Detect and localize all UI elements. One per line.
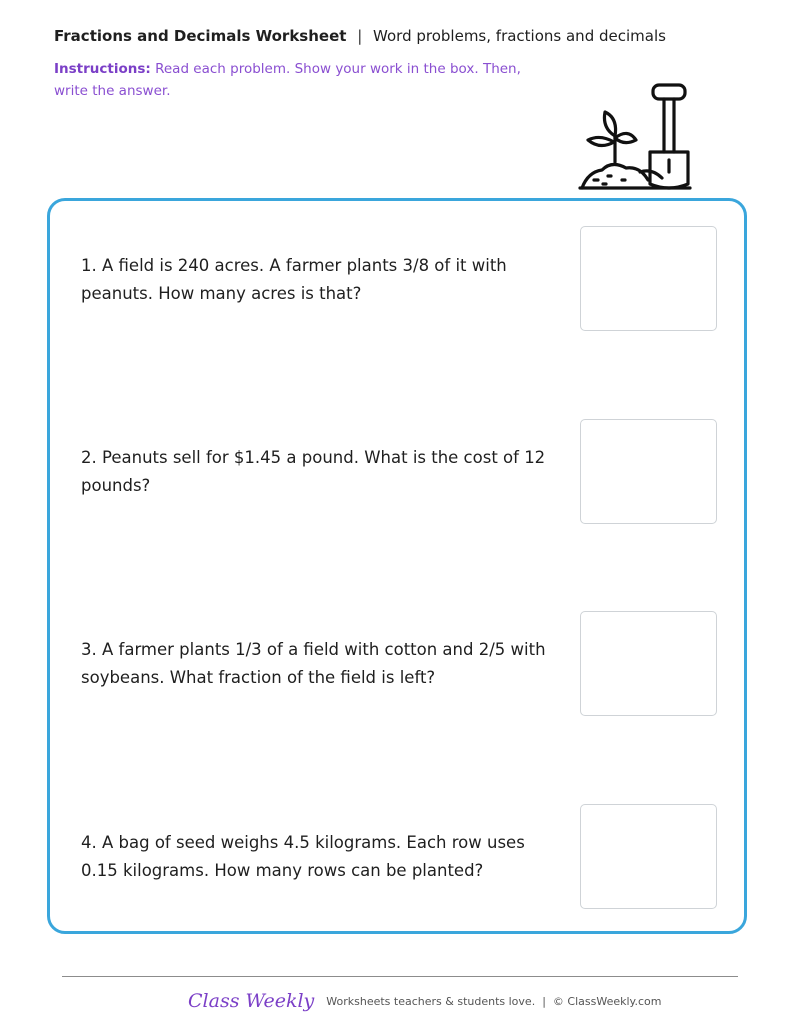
worksheet-title: Fractions and Decimals Worksheet (54, 27, 347, 45)
worksheet-subtitle: Word problems, fractions and decimals (373, 27, 666, 45)
worksheet-header (54, 27, 666, 45)
instructions-text: Read each problem. Show your work in the box. Then, write the answer. (54, 61, 521, 99)
problem-4: 4. A bag of seed weighs 4.5 kilograms. Each row uses 0.15 kilograms. How many rows can be planted? (81, 833, 525, 880)
footer-divider (62, 976, 738, 977)
answer-box-2[interactable] (580, 419, 717, 524)
problem-3: 3. A farmer plants 1/3 of a field with cotton and 2/5 with soybeans. What fraction of the field is left? (81, 640, 546, 687)
instructions-lead: Instructions: (54, 61, 151, 77)
plant-and-shovel-icon (578, 80, 692, 192)
footer (188, 986, 661, 1016)
answer-box-3[interactable] (580, 611, 717, 716)
brand-logo: Class Weekly (188, 990, 315, 1012)
answer-box-1[interactable] (580, 226, 717, 331)
problem-2: 2. Peanuts sell for $1.45 a pound. What is the cost of 12 pounds? (81, 448, 546, 495)
footer-copyright: © ClassWeekly.com (552, 994, 662, 1008)
answer-box-4[interactable] (580, 804, 717, 909)
header-separator: | (357, 27, 363, 45)
problem-1: 1. A field is 240 acres. A farmer plants 3/8 of it with peanuts. How many acres is that? (81, 256, 507, 303)
footer-tagline: Worksheets teachers & students love. (326, 994, 536, 1008)
footer-separator: | (542, 994, 546, 1008)
instructions (54, 58, 534, 102)
